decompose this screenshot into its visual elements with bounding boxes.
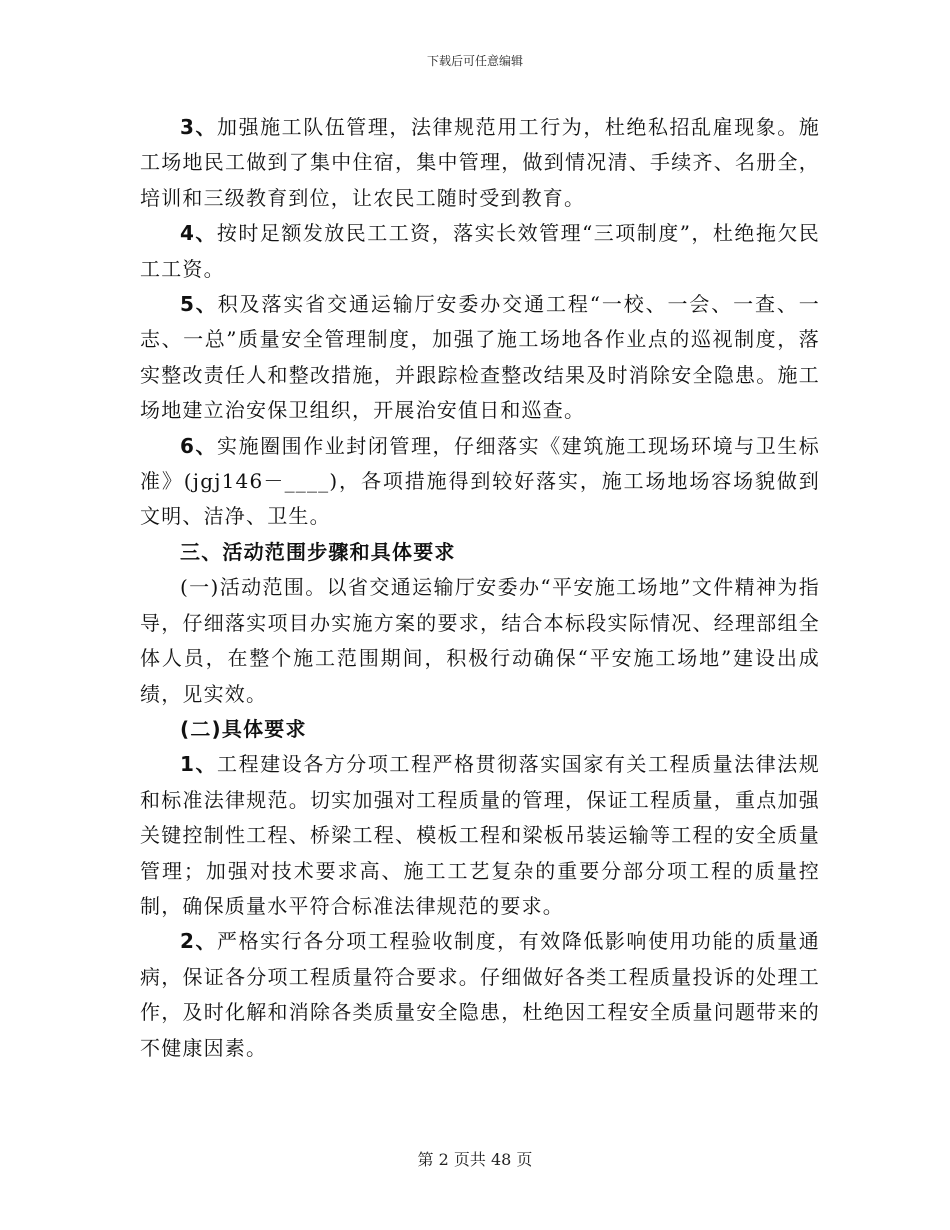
paragraph-item-4 — [140, 216, 820, 287]
paragraph-text: 工程建设各方分项工程严格贯彻落实国家有关工程质量法律法规和标准法律规范。切实加强对工程质量的管理，保证工程质量，重点加强关键控制性工程、桥梁工程、模板工程和梁板吊装运输等工程的安全质量管理；加强对技术要求高、施工工艺复杂的重要分部分项工程的质量控制，确保质量水平符合标准法律规范的要求。 — [140, 752, 820, 918]
paragraph-text: (一)活动范围。以省交通运输厅安委办“平安施工场地”文件精神为指导，仔细落实项目办实施方案的要求，结合本标段实际情况、经理部组全体人员，在整个施工范围期间，积极行动确保“平安施工场地”建设出成绩，见实效。 — [140, 575, 820, 706]
paragraph-text: 加强施工队伍管理，法律规范用工行为，杜绝私招乱雇现象。施工场地民工做到了集中住宿，集中管理，做到情况清、手续齐、名册全，培训和三级教育到位，让农民工随时受到教育。 — [140, 115, 820, 210]
page-header: 下载后可任意编辑 — [426, 54, 523, 68]
paragraph-activity-scope — [140, 570, 820, 712]
paragraph-item-6 — [140, 429, 820, 535]
paragraph-text: 严格实行各分项工程验收制度，有效降低影响使用功能的质量通病，保证各分项工程质量符合要求。仔细做好各类工程质量投诉的处理工作，及时化解和消除各类质量安全隐患，杜绝因工程安全质量问题带来的不健康因素。 — [140, 929, 820, 1060]
paragraph-item-5 — [140, 287, 820, 429]
item-number: 2、 — [180, 929, 218, 954]
paragraph-requirement-2 — [140, 924, 820, 1066]
paragraph-text: 积及落实省交通运输厅安委办交通工程“一校、一会、一查、一志、一总”质量安全管理制度，加强了施工场地各作业点的巡视制度，落实整改责任人和整改措施，并跟踪检查整改结果及时消除安全隐患。施工场地建立治安保卫组织，开展治安值日和巡查。 — [140, 292, 820, 423]
paragraph-text: 实施圈围作业封闭管理，仔细落实《建筑施工现场环境与卫生标准》(jgj146－____)，各项措施得到较好落实，施工场地场容场貌做到文明、洁净、卫生。 — [140, 433, 820, 529]
item-number: 4、 — [180, 221, 217, 246]
item-number: 3、 — [180, 115, 218, 139]
item-number: 6、 — [180, 433, 218, 458]
item-number: 5、 — [180, 292, 218, 317]
paragraph-item-3 — [140, 110, 820, 216]
paragraph-requirement-1 — [140, 747, 820, 924]
item-number: 1、 — [180, 752, 218, 777]
page-footer: 第 2 页共 48 页 — [417, 1150, 533, 1169]
subsection-heading-2: (二)具体要求 — [180, 716, 307, 741]
paragraph-text: 按时足额发放民工工资，落实长效管理“三项制度”，杜绝拖欠民工工资。 — [140, 221, 820, 281]
document-body — [140, 110, 820, 1066]
section-heading-3: 三、活动范围步骤和具体要求 — [180, 539, 456, 564]
